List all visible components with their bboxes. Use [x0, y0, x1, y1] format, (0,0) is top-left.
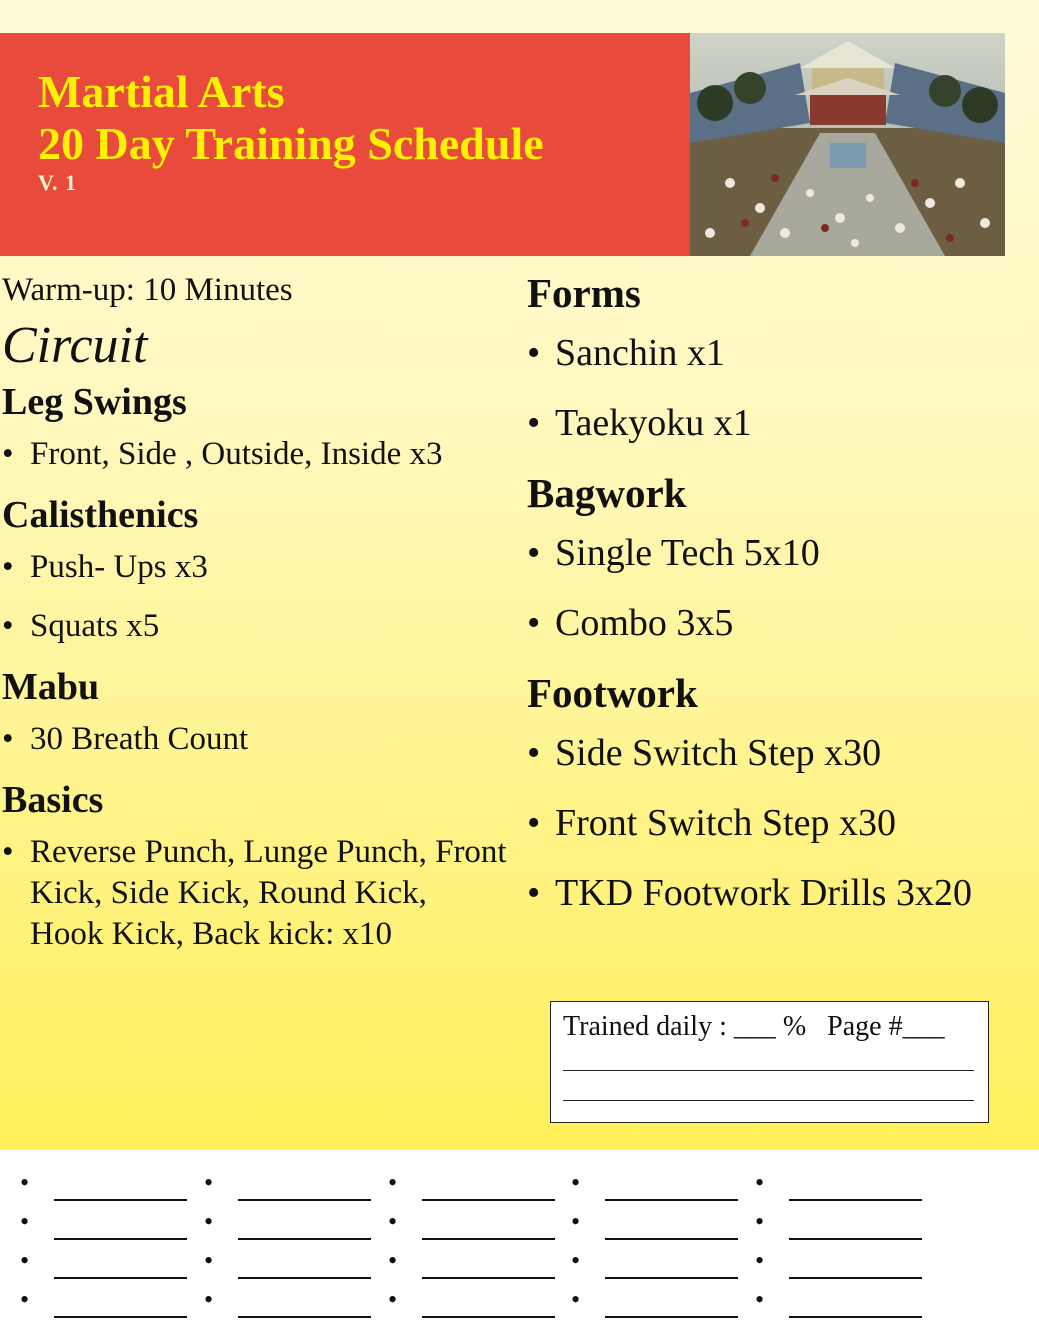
list-item: • Push- Ups x3 — [2, 547, 507, 588]
bullet-icon: • — [527, 602, 541, 644]
blank-entry[interactable] — [388, 1207, 568, 1243]
temple-painting-image — [690, 33, 1005, 256]
bullet-icon: • — [527, 872, 541, 914]
bullet-icon: • — [755, 1207, 765, 1236]
list-item: • TKD Footwork Drills 3x20 — [527, 872, 972, 914]
blank-entry[interactable] — [571, 1207, 751, 1243]
blank-entry[interactable] — [755, 1285, 935, 1321]
list-item: • Squats x5 — [2, 606, 507, 647]
circuit-heading: Circuit — [2, 317, 148, 374]
blank-entry[interactable] — [20, 1207, 200, 1243]
bullet-icon: • — [571, 1285, 581, 1314]
blank-line[interactable] — [789, 1277, 922, 1279]
blank-row — [20, 1246, 1020, 1291]
mabu-list — [2, 719, 507, 760]
right-column — [527, 270, 1037, 940]
bullet-icon: • — [2, 721, 14, 757]
bullet-icon: • — [2, 834, 14, 870]
blank-entry[interactable] — [204, 1285, 384, 1321]
list-item: • Front Switch Step x30 — [527, 802, 896, 844]
bullet-icon: • — [20, 1168, 30, 1197]
bullet-icon: • — [571, 1207, 581, 1236]
blank-line[interactable] — [54, 1277, 187, 1279]
bullet-icon: • — [20, 1285, 30, 1314]
bullet-icon: • — [20, 1246, 30, 1275]
bagwork-heading: Bagwork — [527, 470, 687, 516]
list-item: • Reverse Punch, Lunge Punch, Front Kick, Side Kick, Round Kick, Hook Kick, Back kick: x10 — [2, 834, 507, 952]
bullet-icon: • — [755, 1285, 765, 1314]
blank-entry[interactable] — [755, 1246, 935, 1282]
bullet-icon: • — [204, 1207, 214, 1236]
bullet-icon: • — [571, 1168, 581, 1197]
bullet-icon: • — [204, 1168, 214, 1197]
bullet-icon: • — [204, 1285, 214, 1314]
list-item: • Sanchin x1 — [527, 332, 725, 374]
footwork-heading: Footwork — [527, 670, 698, 716]
calisthenics-list — [2, 547, 507, 647]
bullet-icon: • — [527, 802, 541, 844]
basics-list — [2, 832, 507, 955]
blank-line[interactable] — [422, 1277, 555, 1279]
forms-heading: Forms — [527, 270, 641, 316]
bullet-icon: • — [388, 1207, 398, 1236]
bullet-icon: • — [527, 732, 541, 774]
page-title — [38, 66, 544, 170]
blank-line[interactable] — [54, 1238, 187, 1240]
blank-line[interactable] — [789, 1199, 922, 1201]
bullet-icon: • — [204, 1246, 214, 1275]
mabu-heading: Mabu — [2, 666, 100, 708]
bullet-icon: • — [527, 332, 541, 374]
blank-line[interactable] — [605, 1238, 738, 1240]
blank-entry[interactable] — [204, 1207, 384, 1243]
blank-line[interactable] — [605, 1277, 738, 1279]
bullet-icon: • — [388, 1285, 398, 1314]
bullet-icon: • — [2, 549, 14, 585]
blank-entry[interactable] — [388, 1246, 568, 1282]
bullet-icon: • — [755, 1168, 765, 1197]
bullet-icon: • — [571, 1246, 581, 1275]
bagwork-list — [527, 530, 1037, 646]
footwork-list — [527, 730, 1037, 916]
blank-entry[interactable] — [755, 1168, 935, 1204]
bullet-icon: • — [2, 436, 14, 472]
blank-line[interactable] — [422, 1238, 555, 1240]
blank-entry[interactable] — [204, 1246, 384, 1282]
left-column — [2, 270, 507, 973]
warmup-text: Warm-up: 10 Minutes — [2, 272, 293, 308]
blank-entry[interactable] — [20, 1246, 200, 1282]
fill-in-grid — [20, 1168, 1020, 1330]
blank-line[interactable] — [422, 1199, 555, 1201]
blank-line[interactable] — [789, 1238, 922, 1240]
bullet-icon: • — [388, 1246, 398, 1275]
bullet-icon: • — [20, 1207, 30, 1236]
blank-line[interactable] — [238, 1199, 371, 1201]
calisthenics-heading: Calisthenics — [2, 494, 199, 536]
blank-row — [20, 1285, 1020, 1330]
blank-line[interactable] — [238, 1238, 371, 1240]
blank-line[interactable] — [605, 1199, 738, 1201]
list-item: • Single Tech 5x10 — [527, 532, 820, 574]
blank-line[interactable] — [422, 1316, 555, 1318]
trained-daily-label: Trained daily : ___ % Page #___ — [563, 1011, 945, 1042]
blank-entry[interactable] — [388, 1285, 568, 1321]
write-in-line[interactable] — [563, 1070, 974, 1071]
blank-entry[interactable] — [204, 1168, 384, 1204]
blank-entry[interactable] — [20, 1168, 200, 1204]
list-item: • Taekyoku x1 — [527, 402, 752, 444]
blank-entry[interactable] — [388, 1168, 568, 1204]
blank-line[interactable] — [54, 1316, 187, 1318]
blank-row — [20, 1207, 1020, 1252]
list-item: • 30 Breath Count — [2, 719, 507, 760]
write-in-line[interactable] — [563, 1100, 974, 1101]
blank-line[interactable] — [789, 1316, 922, 1318]
blank-line[interactable] — [54, 1199, 187, 1201]
training-tracker-box — [550, 1001, 989, 1123]
leg-swings-list — [2, 434, 507, 475]
blank-row — [20, 1168, 1020, 1213]
list-item: • Combo 3x5 — [527, 602, 734, 644]
bullet-icon: • — [2, 608, 14, 644]
forms-list — [527, 330, 1037, 446]
bullet-icon: • — [527, 532, 541, 574]
blank-line[interactable] — [238, 1316, 371, 1318]
bullet-icon: • — [527, 402, 541, 444]
leg-swings-heading: Leg Swings — [2, 381, 187, 423]
blank-line[interactable] — [238, 1277, 371, 1279]
title-line-1: Martial Arts — [38, 66, 285, 117]
basics-heading: Basics — [2, 779, 104, 821]
version-label: V. 1 — [38, 170, 78, 195]
bullet-icon: • — [755, 1246, 765, 1275]
bullet-icon: • — [388, 1168, 398, 1197]
list-item: • Front, Side , Outside, Inside x3 — [2, 434, 507, 475]
blank-entry[interactable] — [571, 1246, 751, 1282]
blank-entry[interactable] — [755, 1207, 935, 1243]
blank-entry[interactable] — [571, 1285, 751, 1321]
blank-entry[interactable] — [571, 1168, 751, 1204]
title-line-2: 20 Day Training Schedule — [38, 118, 544, 169]
blank-line[interactable] — [605, 1316, 738, 1318]
blank-entry[interactable] — [20, 1285, 200, 1321]
list-item: • Side Switch Step x30 — [527, 732, 882, 774]
